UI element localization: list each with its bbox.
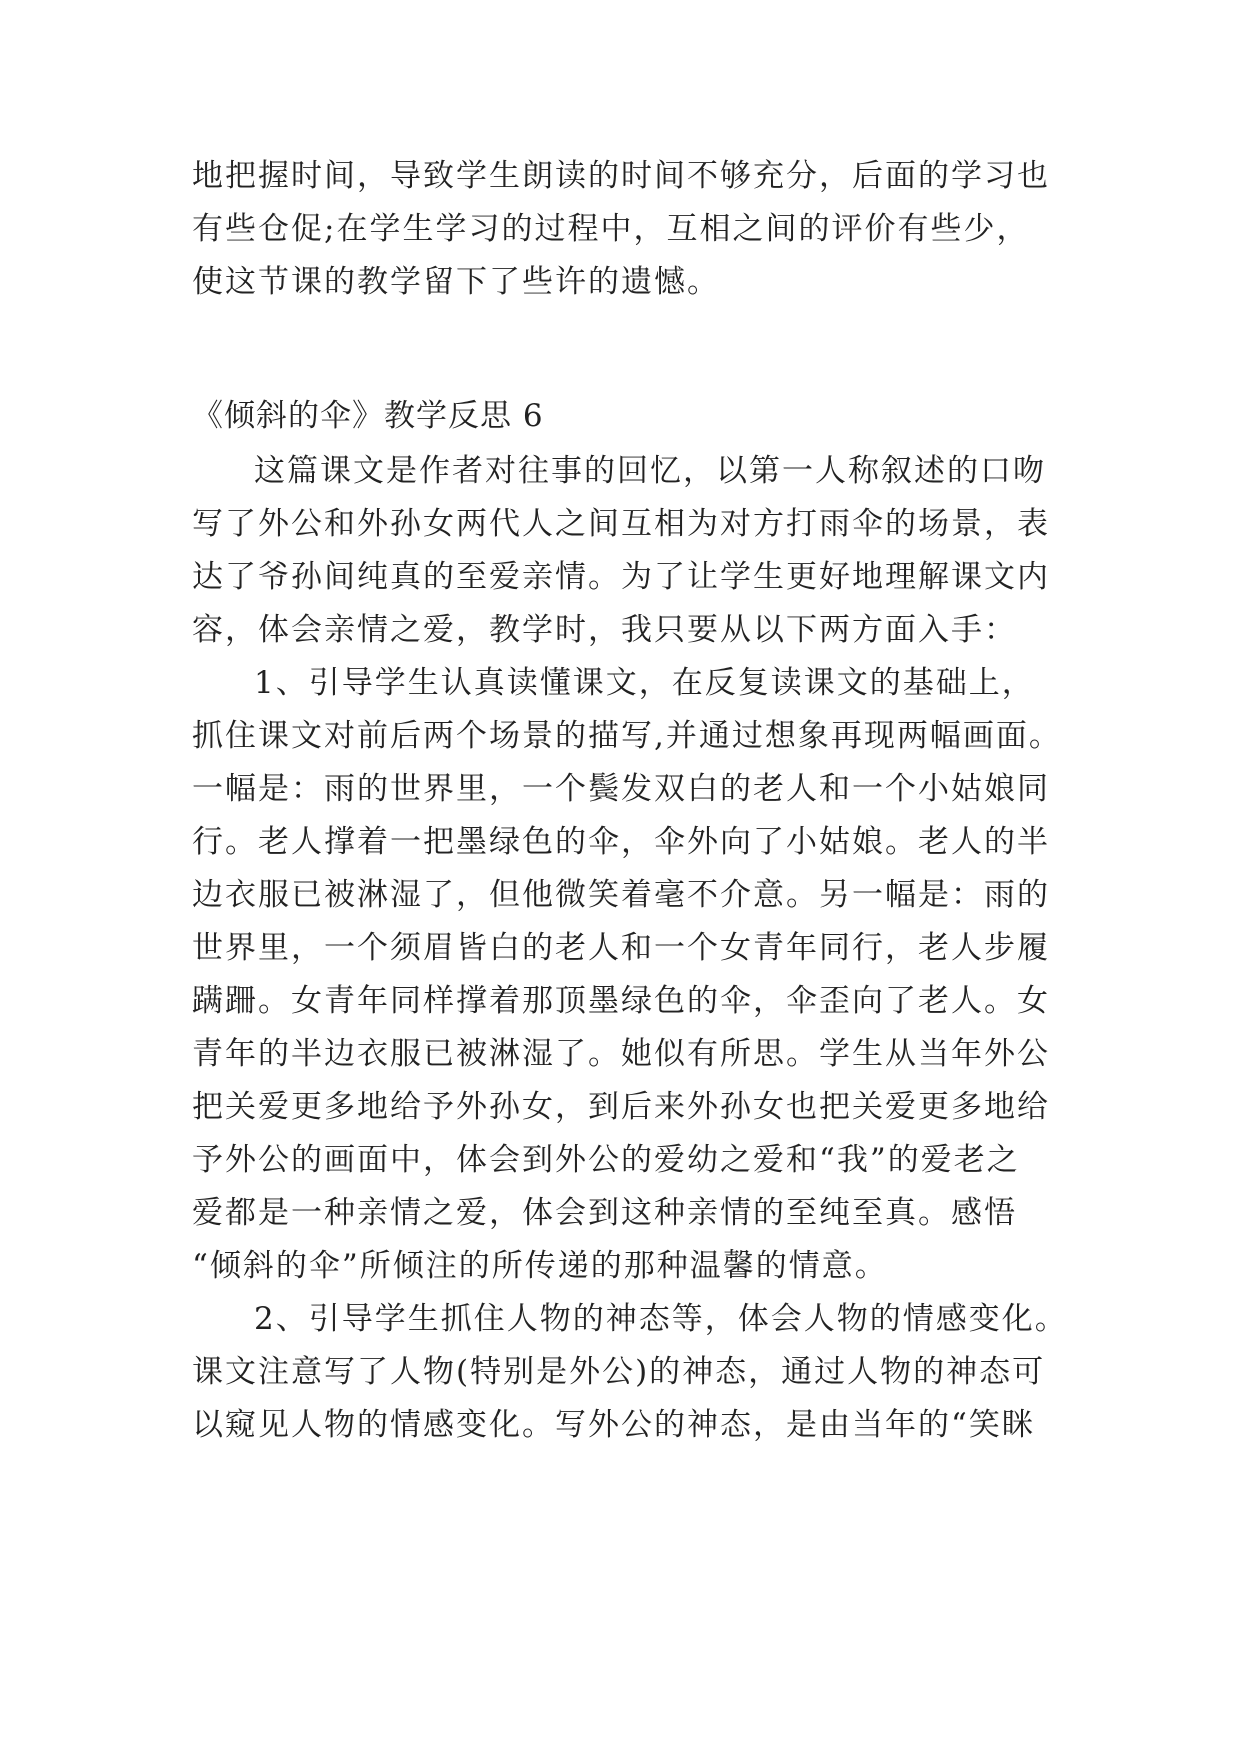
text-line: 这篇课文是作者对往事的回忆，以第一人称叙述的口吻 xyxy=(254,453,1046,489)
text-line: 世界里，一个须眉皆白的老人和一个女青年同行，老人步履 xyxy=(192,930,1050,966)
text-line: 1、引导学生认真读懂课文，在反复读课文的基础上， xyxy=(254,665,1035,701)
continuation-paragraph xyxy=(192,150,1072,309)
text-line: “倾斜的伞”所倾注的所传递的那种温馨的情意。 xyxy=(192,1248,888,1284)
text-line: 行。老人撑着一把墨绿色的伞，伞外向了小姑娘。老人的半 xyxy=(192,824,1050,860)
text-line: 把关爱更多地给予外孙女，到后来外孙女也把关爱更多地给 xyxy=(192,1089,1050,1125)
section-heading: 《倾斜的伞》教学反思 6 xyxy=(192,398,544,434)
text-line: 写了外公和外孙女两代人之间互相为对方打雨伞的场景，表 xyxy=(192,506,1050,542)
text-line: 抓住课文对前后两个场景的描写,并通过想象再现两幅画面。 xyxy=(192,718,1062,754)
section-body xyxy=(192,445,1072,1452)
text-line: 青年的半边衣服已被淋湿了。她似有所思。学生从当年外公 xyxy=(192,1036,1050,1072)
text-line: 爱都是一种亲情之爱，体会到这种亲情的至纯至真。感悟 xyxy=(192,1195,1017,1231)
text-line: 容，体会亲情之爱，教学时，我只要从以下两方面入手： xyxy=(192,612,1017,648)
text-line: 一幅是：雨的世界里，一个鬓发双白的老人和一个小姑娘同 xyxy=(192,771,1050,807)
text-line: 课文注意写了人物(特别是外公)的神态，通过人物的神态可 xyxy=(192,1354,1046,1390)
text-line: 边衣服已被淋湿了，但他微笑着毫不介意。另一幅是：雨的 xyxy=(192,877,1050,913)
text-line: 2、引导学生抓住人物的神态等，体会人物的情感变化。 xyxy=(254,1301,1068,1337)
text-line: 以窥见人物的情感变化。写外公的神态，是由当年的“笑眯 xyxy=(192,1407,1035,1443)
text-line: 蹒跚。女青年同样撑着那顶墨绿色的伞，伞歪向了老人。女 xyxy=(192,983,1050,1019)
text-line: 地把握时间，导致学生朗读的时间不够充分，后面的学习也 xyxy=(192,158,1050,194)
text-line: 予外公的画面中，体会到外公的爱幼之爱和“我”的爱老之 xyxy=(192,1142,1020,1178)
text-line: 有些仓促;在学生学习的过程中，互相之间的评价有些少， xyxy=(192,211,1030,247)
text-line: 达了爷孙间纯真的至爱亲情。为了让学生更好地理解课文内 xyxy=(192,559,1050,595)
text-line: 使这节课的教学留下了些许的遗憾。 xyxy=(192,264,720,300)
